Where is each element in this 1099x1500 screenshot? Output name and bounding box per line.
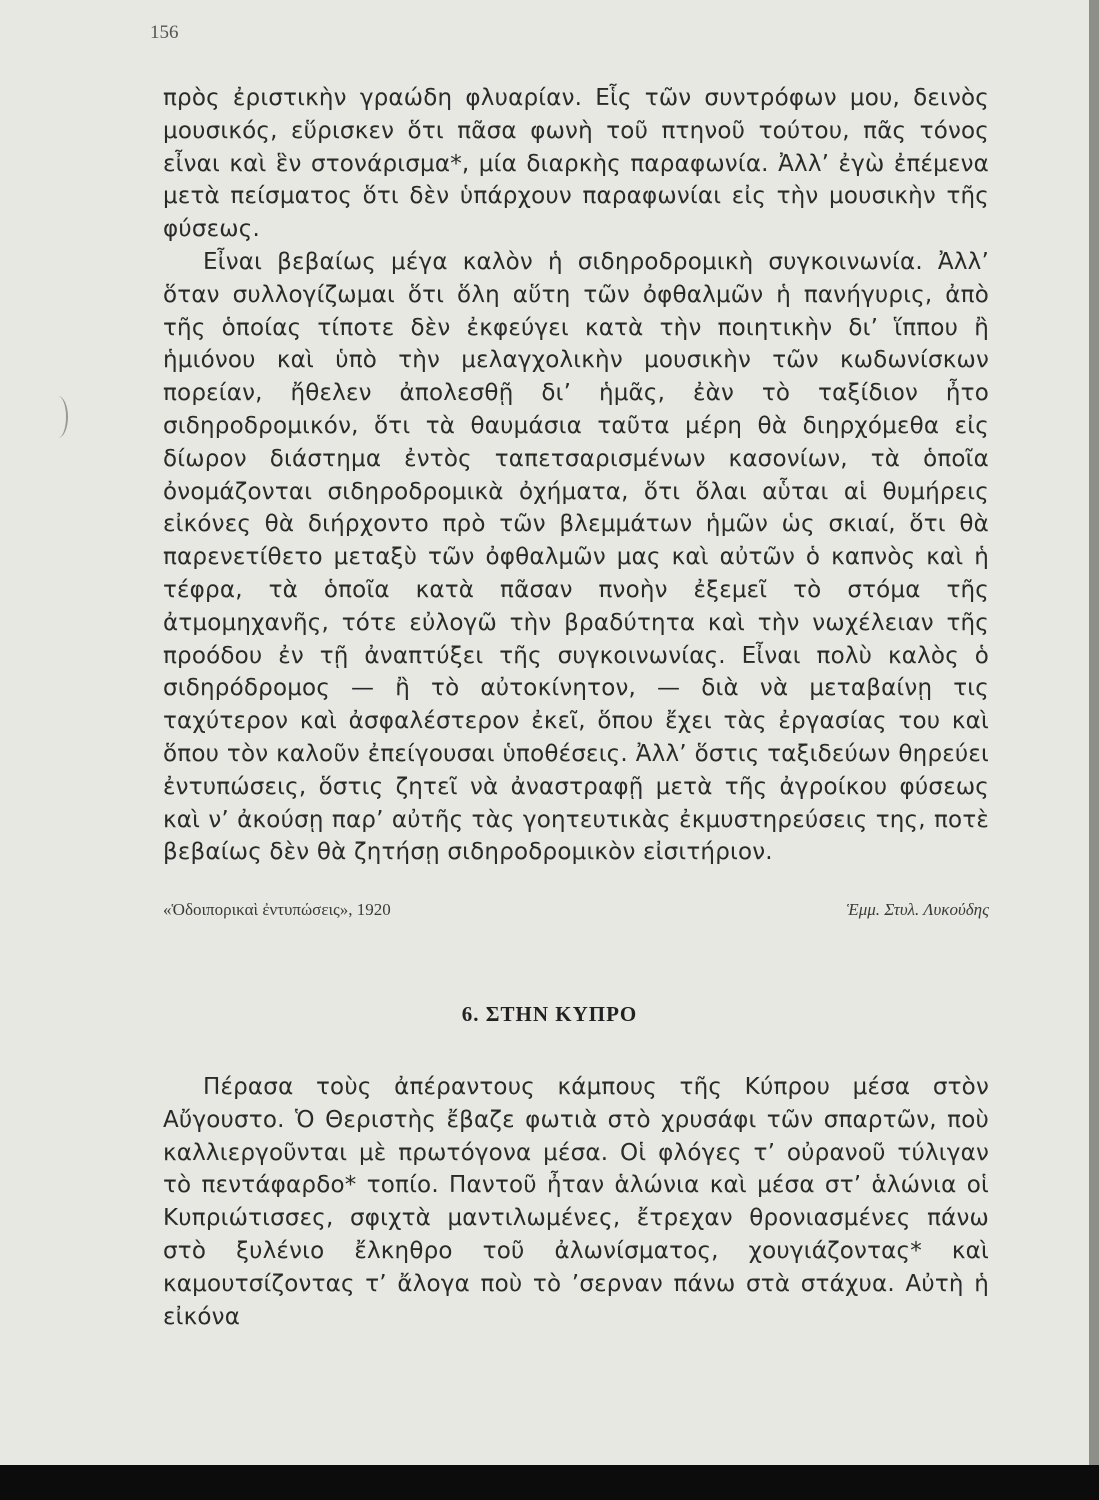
source-citation: «Ὁδοιπορικαὶ ἐντυπώσεις», 1920 — [163, 900, 391, 919]
section-heading: 6. ΣΤΗΝ ΚΥΠΡΟ — [461, 1002, 638, 1026]
page-number: 156 — [150, 22, 179, 43]
paragraph: Πέρασα τοὺς ἀπέραντους κάμπους τῆς Κύπρου μέσα στὸν Αὔγουστο. Ὁ Θεριστὴς ἔβαζε φωτιὰ στὸ χρυσάφι τῶν σπαρτῶν, ποὺ καλλιεργοῦνται μὲ πρωτόγονα μέσα. Οἱ φλόγες τ’ οὐρανοῦ τύλιγαν τὸ πεντάφαρδο* τοπίο. Παντοῦ ἦταν ἁλώνια καὶ μέσα στ’ ἁλώνια οἱ Κυπριώτισσες, σφιχτὰ μαντιλωμένες, ἔτρεχαν θρονιασμένες πάνω στὸ ξυλένιο ἔλκηθρο τοῦ ἀλωνίσματος, χουγιάζοντας* καὶ καμουτσίζοντας τ’ ἄλογα ποὺ τὸ ’σερναν πάνω στὰ στάχυα. Αὐτὴ ἡ εἰκόνα — [163, 1074, 989, 1330]
margin-mark — [48, 396, 68, 438]
scan-edge-right — [1089, 0, 1099, 1465]
paragraph: πρὸς ἐριστικὴν γραώδη φλυαρίαν. Εἷς τῶν συντρόφων μου, δεινὸς μουσικός, εὕρισκεν ὅτι πᾶσα φωνὴ τοῦ πτηνοῦ τούτου, πᾶς τόνος εἶναι καὶ ἓν στονάρισμα*, μία διαρκὴς παραφωνία. Ἀλλ’ ἐγὼ ἐπέμενα μετὰ πείσματος ὅτι δὲν ὑπάρχουν παραφωνίαι εἰς τὴν μουσικὴν τῆς φύσεως. — [163, 85, 989, 243]
scan-edge-bottom — [0, 1465, 1099, 1500]
author-attribution: Ἑμμ. Στυλ. Λυκούδης — [846, 900, 989, 919]
paragraph: Εἶναι βεβαίως μέγα καλὸν ἡ σιδηροδρομικὴ συγκοινωνία. Ἀλλ’ ὅταν συλλογίζωμαι ὅτι ὅλη αὕτη τῶν ὀφθαλμῶν ἡ πανήγυρις, ἀπὸ τῆς ὁποίας τίποτε δὲν ἐκφεύγει κατὰ τὴν ποιητικὴν δι’ ἵππου ἢ ἡμιόνου καὶ ὑπὸ τὴν μελαγχολικὴν μουσικὴν τῶν κωδωνίσκων πορείαν, ἤθελεν ἀπολεσθῇ δι’ ἡμᾶς, ἐὰν τὸ ταξίδιον ἦτο σιδηροδρομικόν, ὅτι τὰ θαυμάσια ταῦτα μέρη θὰ διηρχόμεθα εἰς δίωρον διάστημα ἐντὸς ταπετσαρισμένων κασονίων, τὰ ὁποῖα ὀνομάζονται σιδηροδρομικὰ ὀχήματα, ὅτι ὅλαι αὗται αἱ θυμήρεις εἰκόνες θὰ διήρχοντο πρὸ τῶν βλεμμάτων ἡμῶν ὡς σκιαί, ὅτι θὰ παρενετίθετο μεταξὺ τῶν ὀφθαλμῶν μας καὶ αὐτῶν ὁ καπνὸς καὶ ἡ τέφρα, τὰ ὁποῖα κατὰ πᾶσαν πνοὴν ἐξεμεῖ τὸ στόμα τῆς ἀτμομηχανῆς, τότε εὐλογῶ τὴν βραδύτητα καὶ τὴν νωχέλειαν τῆς προόδου ἐν τῇ ἀναπτύξει τῆς συγκοινωνίας. Εἶναι πολὺ καλὸς ὁ σιδηρόδρομος — ἢ τὸ αὐτοκίνητον, — διὰ νὰ μεταβαίνῃ τις ταχύτερον καὶ ἀσφαλέστερον ἐκεῖ, ὅπου ἔχει τὰς ἐργασίας του καὶ ὅπου τὸν καλοῦν ἐπείγουσαι ὑποθέσεις. Ἀλλ’ ὅστις ταξιδεύων θηρεύει ἐντυπώσεις, ὅστις ζητεῖ νὰ ἀναστραφῇ μετὰ τῆς ἀγροίκου φύσεως καὶ ν’ ἀκούσῃ παρ’ αὐτῆς τὰς γοητευτικὰς ἐκμυστηρεύσεις της, ποτὲ βεβαίως δὲν θὰ ζητήσῃ σιδηροδρομικὸν εἰσιτήριον. — [163, 248, 989, 866]
passage-cyprus — [163, 1071, 989, 1333]
passage-lykoudis — [163, 82, 989, 869]
